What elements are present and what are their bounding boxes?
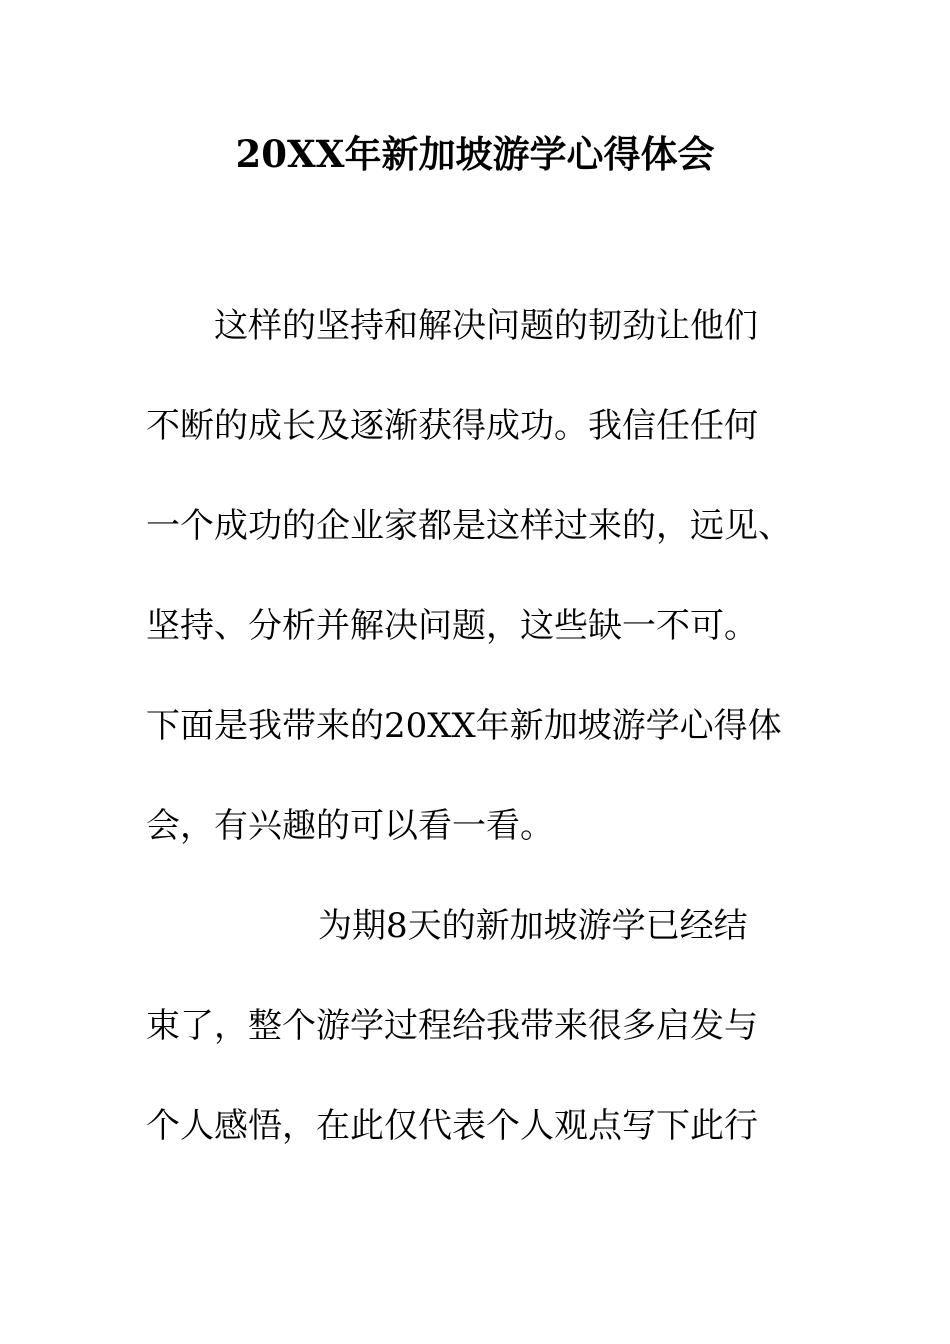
paragraph-line-8: 束了，整个游学过程给我带来很多启发与 xyxy=(146,1006,758,1046)
paragraph-line-6: 会，有兴趣的可以看一看。 xyxy=(146,806,554,846)
paragraph-line-1: 这样的坚持和解决问题的韧劲让他们 xyxy=(214,306,758,346)
paragraph-line-2: 不断的成长及逐渐获得成功。我信任任何 xyxy=(146,406,758,446)
paragraph-line-4: 坚持、分析并解决问题，这些缺一不可。 xyxy=(146,606,758,646)
paragraph-line-9: 个人感悟，在此仅代表个人观点写下此行 xyxy=(146,1106,758,1146)
paragraph-line-7: 为期8天的新加坡游学已经结 xyxy=(318,906,748,946)
paragraph-line-5: 下面是我带来的20XX年新加坡游学心得体 xyxy=(146,706,782,746)
document-title: 20XX年新加坡游学心得体会 xyxy=(235,132,715,176)
paragraph-line-3: 一个成功的企业家都是这样过来的，远见、 xyxy=(146,506,792,546)
